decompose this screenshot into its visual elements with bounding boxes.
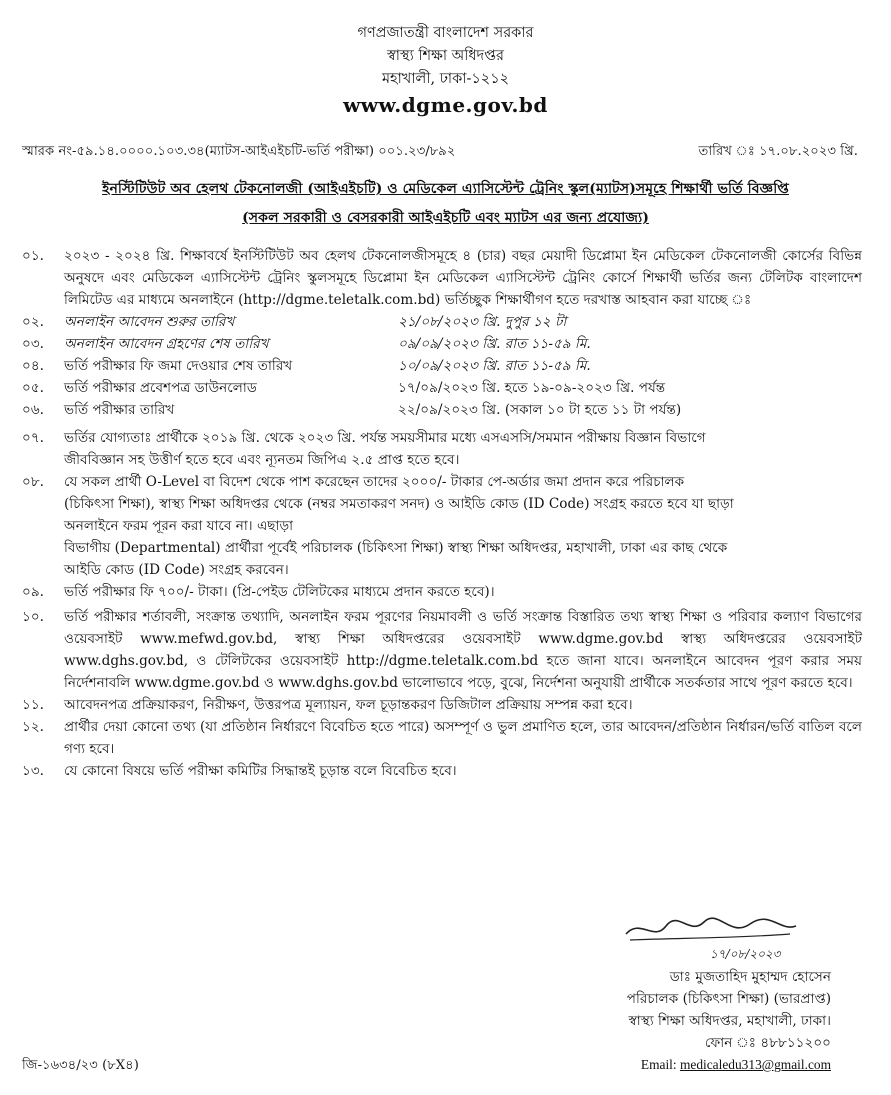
government-name: গণপ্রজাতন্ত্রী বাংলাদেশ সরকার: [357, 25, 534, 41]
date-label: ভর্তি পরীক্ষার ফি জমা দেওয়ার শেষ তারিখ: [64, 358, 293, 374]
notice-body: [22, 245, 862, 782]
signature-mark: [620, 912, 820, 964]
item-number: ১২.: [22, 719, 44, 735]
letterhead: [0, 22, 891, 119]
signatory-name: ডাঃ মুজতাহিদ মুহাম্মদ হোসেন: [669, 969, 831, 985]
item-text-line: বিভাগীয় (Departmental) প্রার্থীরা পূর্বেই পরিচালক (চিকিৎসা শিক্ষা) স্বাস্থ্য শিক্ষা অধিদপ্তর, মহাখালী, ঢাকা এর কাছ থেকে: [64, 540, 728, 556]
signatory-email-line: [627, 1054, 831, 1076]
date-row: [22, 311, 862, 333]
item-number: ১০.: [22, 609, 44, 625]
email-link[interactable]: medicaledu313@gmail.com: [679, 1057, 831, 1072]
date-value: ০৯/০৯/২০২৩ খ্রি. রাত ১১-৫৯ মি.: [398, 336, 591, 352]
item-text-line: আইডি কোড (ID Code) সংগ্রহ করবেন।: [64, 562, 289, 578]
date-row: [22, 377, 862, 399]
list-item: [22, 716, 862, 760]
signatory-designation: পরিচালক (চিকিৎসা শিক্ষা) (ভারপ্রাপ্ত): [626, 991, 831, 1007]
date-label: অনলাইন আবেদন শুরুর তারিখ: [64, 314, 235, 330]
item-text: ভর্তি পরীক্ষার শর্তাবলী, সংক্রান্ত তথ্যাদি, অনলাইন ফরম পূরণের নিয়মাবলী ও ভর্তি সংক্রান্ত বিস্তারিত তথ্য স্বাস্থ্য শিক্ষা ও পরিবার কল্যাণ বিভাগের ওয়েবসাইট www.mefwd.gov.bd, স্বাস্থ্য শিক্ষা অধিদপ্তরের ওয়েবসাইট www.dgme.gov.bd স্বাস্থ্য অধিদপ্তরের ওয়েবসাইট www.dghs.gov.bd, ও টেলিটকের ওয়েবসাইট http://dgme.teletalk.com.bd হতে জানা যাবে। অনলাইনে আবেদন পূরণ করার সময় নির্দেশনাবলি www.dgme.gov.bd ও www.dghs.gov.bd ভালোভাবে পড়ে, বুঝে, নির্দেশনা অনুযায়ী প্রার্থীকে সতর্কতার সাথে পূরণ করতে হবে।: [64, 609, 862, 691]
item-number: ১১.: [22, 697, 44, 713]
signatory-block: [627, 966, 831, 1076]
website-link[interactable]: www.dgme.gov.bd: [343, 93, 548, 117]
date-row: [22, 333, 862, 355]
date-value: ১৭/০৯/২০২৩ খ্রি. হতে ১৯-০৯-২০২৩ খ্রি. পর্যন্ত: [398, 380, 666, 396]
date-row: [22, 355, 862, 377]
list-item: [22, 760, 862, 782]
item-number: ০৯.: [22, 584, 44, 600]
date-value: ২১/০৮/২০২৩ খ্রি. দুপুর ১২ টা: [398, 314, 567, 330]
item-text-line: (চিকিৎসা শিক্ষা), স্বাস্থ্য শিক্ষা অধিদপ্তর থেকে (নম্বর সমতাকরণ সনদ) ও আইডি কোড (ID Code) সংগ্রহ করতে হবে যা ছাড়া: [64, 496, 734, 512]
date-label: ভর্তি পরীক্ষার প্রবেশপত্র ডাউনলোড: [64, 380, 257, 396]
signatory-phone: ফোন ঃ ৪৮৮১১২০০: [704, 1035, 831, 1051]
item-number: ০৮.: [22, 474, 44, 490]
item-text: যে কোনো বিষয়ে ভর্তি পরীক্ষা কমিটির সিদ্ধান্তই চূড়ান্ত বলে বিবেচিত হবে।: [64, 763, 457, 779]
item-text-line: ভর্তির যোগ্যতাঃ প্রার্থীকে ২০১৯ খ্রি. থেকে ২০২৩ খ্রি. পর্যন্ত সময়সীমার মধ্যে এসএসসি/সমমান পরীক্ষায় বিজ্ঞান বিভাগে: [64, 430, 706, 446]
list-item: [22, 427, 862, 471]
item-number: ০৪.: [22, 358, 44, 374]
item-number: ০২.: [22, 314, 44, 330]
item-number: ০৭.: [22, 430, 44, 446]
item-number: ০৩.: [22, 336, 44, 352]
date-value: ১০/০৯/২০২৩ খ্রি. রাত ১১-৫৯ মি.: [398, 358, 591, 374]
item-text: ২০২৩ - ২০২৪ খ্রি. শিক্ষাবর্ষে ইনস্টিটিউট অব হেলথ টেকনোলজীসমূহে ৪ (চার) বছর মেয়াদী ডিপ্লোমা ইন মেডিকেল টেকনোলজী কোর্সের বিভিন্ন অনুষদে এবং মেডিকেল এ্যাসিস্টেন্ট ট্রেনিং স্কুলসমূহে ডিপ্লোমা ইন মেডিকেল এ্যাসিস্টেন্ট ট্রেনিং কোর্সে শিক্ষার্থী ভর্তির জন্য টেলিটক বাংলাদেশ লিমিটেড এর মাধ্যমে অনলাইনে (http://dgme.teletalk.com.bd) ভর্তিচ্ছুক শিক্ষার্থীগণ হতে দরখাস্ত আহবান করা যাচ্ছে ঃ: [64, 248, 862, 308]
date-row: [22, 399, 862, 421]
date-value: ২২/০৯/২০২৩ খ্রি. (সকাল ১০ টা হতে ১১ টা পর্যন্ত): [398, 402, 682, 418]
item-number: ০১.: [22, 248, 44, 264]
item-text: আবেদনপত্র প্রক্রিয়াকরণ, নিরীক্ষণ, উত্তরপত্র মূল্যায়ন, ফল চূড়ান্তকরণ ডিজিটাল প্রক্রিয়ায় সম্পন্ন করা হবে।: [64, 697, 633, 713]
date-label: ভর্তি পরীক্ষার তারিখ: [64, 402, 175, 418]
signature-date: ১৭/০৮/২০২৩: [710, 947, 781, 961]
list-item: [22, 606, 862, 694]
list-item: [22, 694, 862, 716]
item-text-line: যে সকল প্রার্থী O-Level বা বিদেশ থেকে পাশ করেছেন তাদের ২০০০/- টাকার পে-অর্ডার জমা প্রদান করে পরিচালক: [64, 474, 685, 490]
signatory-office: স্বাস্থ্য শিক্ষা অধিদপ্তর, মহাখালী, ঢাকা।: [628, 1013, 831, 1029]
list-item: [22, 581, 862, 603]
print-code: জি-১৬৩৪/২৩ (৮X৪): [22, 1058, 139, 1073]
office-address: মহাখালী, ঢাকা-১২১২: [381, 71, 510, 87]
item-text-line: অনলাইনে ফরম পূরন করা যাবে না। এছাড়া: [64, 518, 294, 534]
item-text-line: জীববিজ্ঞান সহ উত্তীর্ণ হতে হবে এবং ন্যূনতম জিপিএ ২.৫ প্রাপ্ত হতে হবে।: [64, 452, 460, 468]
list-item: [22, 245, 862, 311]
item-text: ভর্তি পরীক্ষার ফি ৭০০/- টাকা। (প্রি-পেইড টেলিটকের মাধ্যমে প্রদান করতে হবে)।: [64, 584, 495, 600]
memo-number: স্মারক নং-৫৯.১৪.০০০০.১০৩.৩৪(ম্যাটস-আইএইচটি-ভর্তি পরীক্ষা) ০০১.২৩/৮৯২: [22, 144, 456, 159]
list-item: [22, 471, 862, 581]
date-label: অনলাইন আবেদন গ্রহণের শেষ তারিখ: [64, 336, 269, 352]
notice-date: তারিখ ঃ ১৭.০৮.২০২৩ খ্রি.: [698, 144, 858, 159]
handwritten-signature: [620, 912, 820, 964]
item-text: প্রার্থীর দেয়া কোনো তথ্য (যা প্রতিষ্ঠান নির্ধারণে বিবেচিত হতে পারে) অসম্পূর্ণ ও ভুল প্রমাণিত হলে, তার আবেদন/প্রতিষ্ঠান নির্ধারন/ভর্তি বাতিল বলে গণ্য হবে।: [64, 719, 862, 757]
item-number: ০৫.: [22, 380, 44, 396]
notice-subtitle: (সকল সরকারী ও বেসরকারী আইএইচটি এবং ম্যাটস এর জন্য প্রযোজ্য): [242, 210, 649, 226]
item-number: ০৬.: [22, 402, 44, 418]
email-label: Email:: [640, 1057, 677, 1072]
item-number: ১৩.: [22, 763, 44, 779]
notice-title: ইনস্টিটিউট অব হেলথ টেকনোলজী (আইএইচটি) ও মেডিকেল এ্যাসিস্টেন্ট ট্রেনিং স্কুল(ম্যাটস)সমূহে শিক্ষার্থী ভর্তি বিজ্ঞপ্তি: [102, 181, 789, 197]
department-name: স্বাস্থ্য শিক্ষা অধিদপ্তর: [386, 48, 505, 64]
